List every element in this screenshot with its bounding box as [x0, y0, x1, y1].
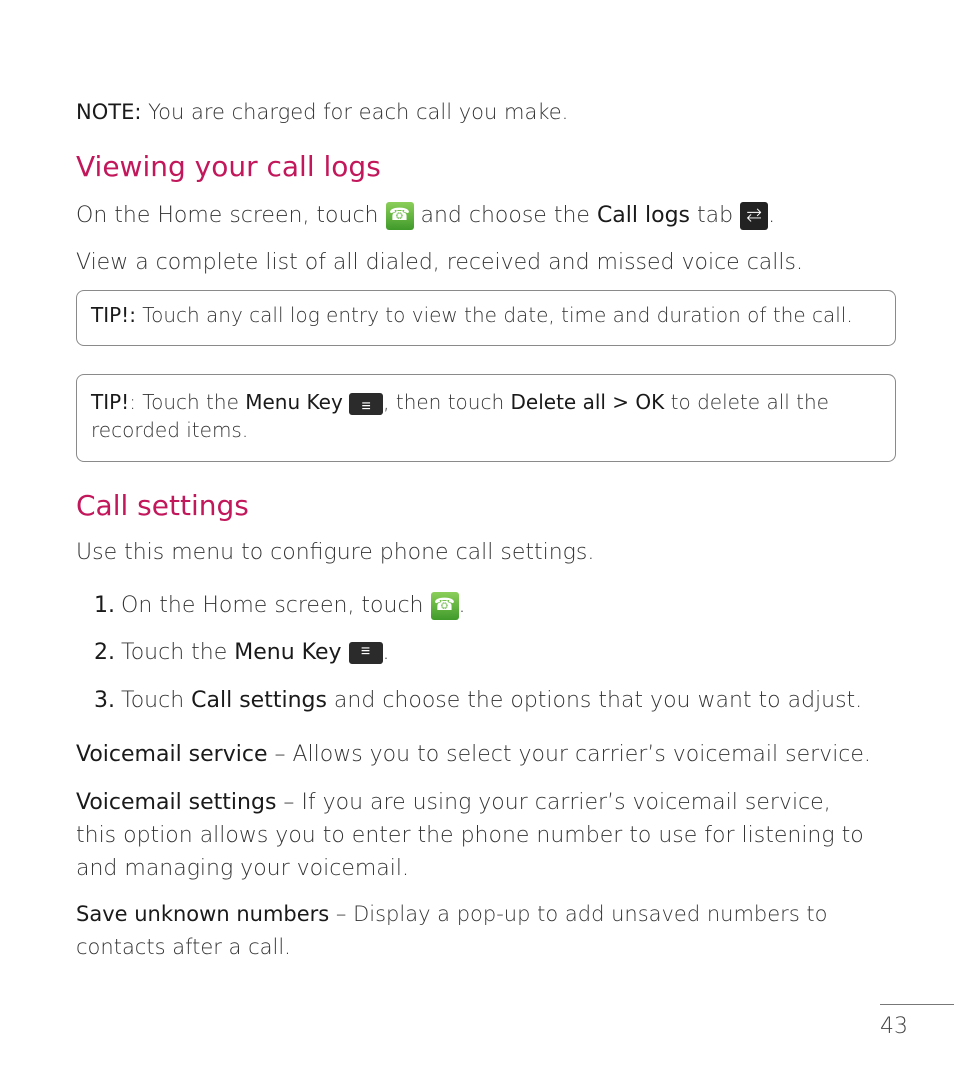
- phone-icon: [386, 202, 414, 230]
- definition-save-unknown-numbers: [76, 898, 876, 964]
- text-fragment: , then touch: [383, 390, 511, 414]
- menu-key-icon: [349, 393, 383, 415]
- section-heading-call-settings: Call settings: [76, 489, 249, 522]
- menu-key-label: Menu Key: [245, 390, 343, 414]
- phone-icon: [431, 592, 459, 620]
- text-fragment: and choose the options that you want to adjust.: [326, 688, 863, 713]
- delete-all-label: Delete all > OK: [510, 390, 665, 414]
- step-text: Touch the: [121, 640, 235, 665]
- call-logs-instruction: [76, 202, 775, 230]
- definition-text: – Allows you to select your carrier’s voicemail service.: [267, 742, 871, 767]
- definition-voicemail-settings: [76, 786, 876, 885]
- text-fragment: .: [768, 203, 776, 228]
- step-number: 1.: [94, 593, 115, 618]
- tip-label: TIP!:: [91, 303, 136, 327]
- text-fragment: .: [458, 593, 466, 618]
- definition-term: Voicemail service: [76, 742, 268, 767]
- call-logs-label: Call logs: [596, 203, 690, 228]
- menu-key-icon: [349, 642, 383, 664]
- text-fragment: to delete all the recorded items.: [91, 390, 829, 442]
- steps-list: [94, 592, 862, 736]
- note-text: You are charged for each call you make.: [141, 100, 569, 124]
- tip-label: TIP!: [91, 390, 130, 414]
- note: [76, 100, 568, 124]
- step-number: 2.: [94, 640, 115, 665]
- definition-voicemail-service: [76, 738, 876, 771]
- step-item: [94, 688, 862, 736]
- text-fragment: tab: [690, 203, 741, 228]
- text-fragment: : Touch the: [129, 390, 246, 414]
- section-heading-call-logs: Viewing your call logs: [76, 150, 381, 183]
- step-number: 3.: [94, 688, 115, 713]
- definition-text: – If you are using your carrier’s voicemail service, this option allows you to enter the phone number to use for listening to and managing your voicemail.: [76, 790, 864, 881]
- tip-box-call-log: [76, 290, 896, 346]
- text-fragment: On the Home screen, touch: [76, 203, 386, 228]
- definition-text: – Display a pop-up to add unsaved numbers to contacts after a call.: [76, 902, 828, 959]
- call-settings-intro: Use this menu to configure phone call settings.: [76, 540, 595, 565]
- step-text: Touch: [121, 688, 192, 713]
- note-label: NOTE:: [76, 100, 142, 124]
- definition-term: Save unknown numbers: [76, 902, 330, 926]
- call-logs-tab-icon: [740, 202, 768, 230]
- tip-box-delete-all: [76, 374, 896, 462]
- tip-text: Touch any call log entry to view the date, time and duration of the call.: [135, 303, 853, 327]
- definition-term: Voicemail settings: [76, 790, 277, 815]
- text-fragment: .: [382, 640, 390, 665]
- call-logs-description: View a complete list of all dialed, received and missed voice calls.: [76, 250, 803, 275]
- step-item: [94, 592, 862, 640]
- call-settings-label: Call settings: [191, 688, 327, 713]
- menu-key-label: Menu Key: [234, 640, 342, 665]
- page-number: 43: [880, 1014, 908, 1039]
- footer-divider: [880, 1004, 954, 1005]
- text-fragment: and choose the: [413, 203, 597, 228]
- step-text: On the Home screen, touch: [121, 593, 431, 618]
- step-item: [94, 640, 862, 688]
